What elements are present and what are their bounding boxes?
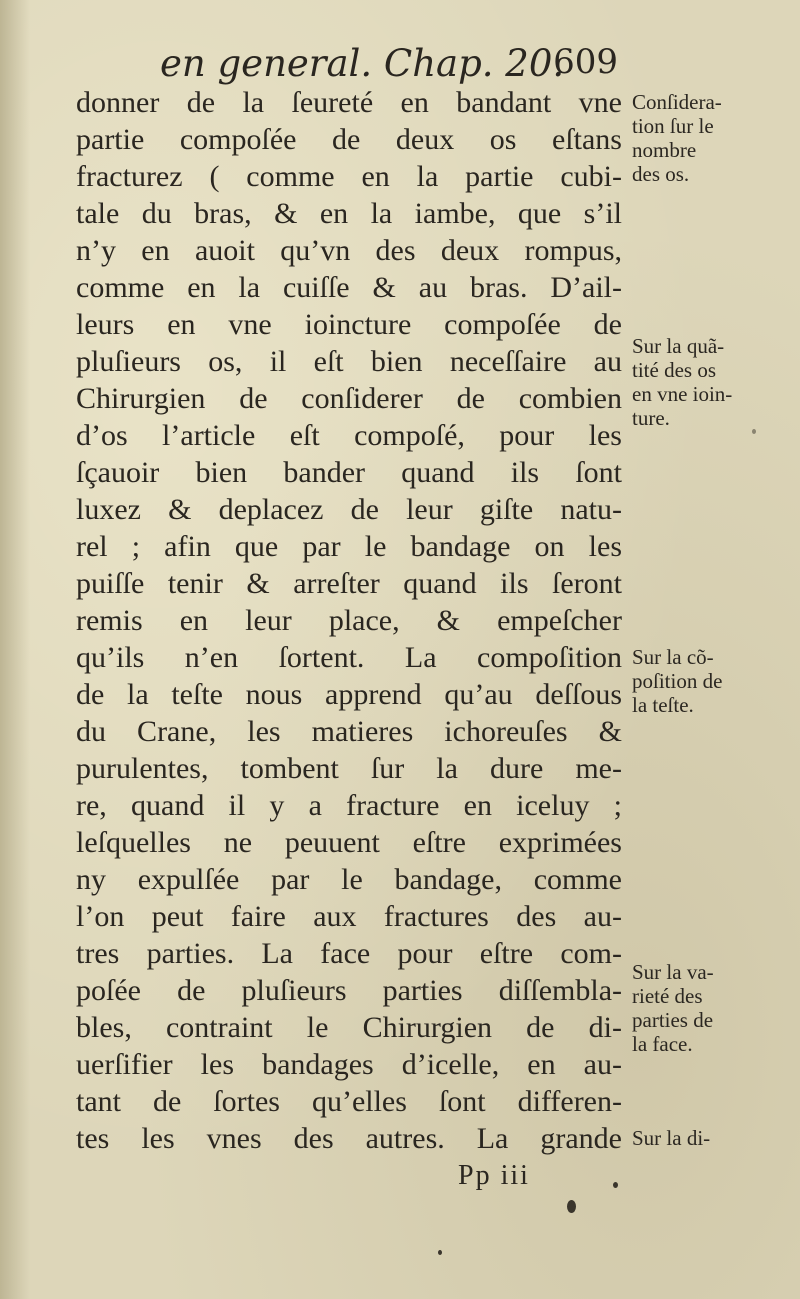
margin-note-line: en vne ioin- — [632, 382, 733, 406]
text-line: Chirurgien de conſiderer de combien — [76, 382, 622, 415]
text-line: poſée de pluſieurs parties diſſembla- — [76, 974, 622, 1007]
ink-speck — [613, 1182, 618, 1188]
margin-note-line: parties de — [632, 1008, 714, 1032]
text-line: bles, contraint le Chirurgien de di- — [76, 1011, 622, 1044]
text-line: tant de ſortes qu’elles ſont differen- — [76, 1085, 622, 1118]
ink-blot — [567, 1200, 576, 1213]
margin-note-sur-la-di — [632, 1126, 782, 1150]
text-line: fracturez ( comme en la partie cubi- — [76, 160, 622, 193]
signature-mark: Pp iii — [458, 1160, 530, 1191]
margin-note-line: Sur la cõ- — [632, 645, 714, 669]
text-line: rel ; afin que par le bandage on les — [76, 530, 622, 563]
text-line: luxez & deplacez de leur giſte natu- — [76, 493, 622, 526]
text-line: du Crane, les matieres ichoreuſes & — [76, 715, 622, 748]
ink-speck — [752, 429, 756, 434]
margin-note-line: Sur la va- — [632, 960, 714, 984]
text-line: tale du bras, & en la iambe, que s’il — [76, 197, 622, 230]
text-line: ny expulſée par le bandage, comme — [76, 863, 622, 896]
ink-speck — [438, 1250, 442, 1255]
margin-note-composition-teste — [632, 645, 782, 717]
margin-note-line: nombre — [632, 138, 697, 162]
text-line: qu’ils n’en ſortent. La compoſition — [76, 641, 622, 674]
margin-note-variete-face — [632, 960, 782, 1056]
margin-note-line: poſition de — [632, 669, 723, 693]
text-line: d’os l’article eſt compoſé, pour les — [76, 419, 622, 452]
text-line: donner de la ſeureté en bandant vne — [76, 86, 622, 119]
margin-note-line: tion ſur le — [632, 114, 714, 138]
text-line: re, quand il y a fracture en iceluy ; — [76, 789, 622, 822]
page-number: 609 — [553, 42, 618, 82]
text-line: remis en leur place, & empeſcher — [76, 604, 622, 637]
margin-note-line: la teſte. — [632, 693, 694, 717]
text-line: tres parties. La face pour eſtre com- — [76, 937, 622, 970]
margin-note-quantite-des-os — [632, 334, 782, 430]
margin-note-line: des os. — [632, 162, 690, 186]
text-line: leurs en vne ioincture compoſée de — [76, 308, 622, 341]
margin-note-line: la face. — [632, 1032, 693, 1056]
margin-note-nombre-des-os — [632, 90, 782, 186]
margin-note-line: Sur la quã- — [632, 334, 725, 358]
text-line: l’on peut faire aux fractures des au- — [76, 900, 622, 933]
text-line: leſquelles ne peuuent eſtre exprimées — [76, 826, 622, 859]
text-line: pluſieurs os, il eſt bien neceſſaire au — [76, 345, 622, 378]
margin-note-line: ture. — [632, 406, 670, 430]
text-line: tes les vnes des autres. La grande — [76, 1122, 622, 1155]
text-line: partie compoſée de deux os eſtans — [76, 123, 622, 156]
running-title: en general. Chap. 20. — [160, 42, 565, 85]
margin-note-line: Sur la di- — [632, 1126, 711, 1150]
text-line: purulentes, tombent ſur la dure me- — [76, 752, 622, 785]
text-line: de la teſte nous apprend qu’au deſſous — [76, 678, 622, 711]
text-line: comme en la cuiſſe & au bras. D’ail- — [76, 271, 622, 304]
margin-note-line: rieté des — [632, 984, 703, 1008]
page-gutter-shadow — [0, 0, 30, 1299]
margin-note-line: Conſidera- — [632, 90, 722, 114]
text-line: uerſifier les bandages d’icelle, en au- — [76, 1048, 622, 1081]
text-line: puiſſe tenir & arreſter quand ils ſeront — [76, 567, 622, 600]
main-text-block — [76, 84, 622, 1157]
text-line: ſçauoir bien bander quand ils ſont — [76, 456, 622, 489]
text-line: n’y en auoit qu’vn des deux rompus, — [76, 234, 622, 267]
margin-note-line: tité des os — [632, 358, 716, 382]
